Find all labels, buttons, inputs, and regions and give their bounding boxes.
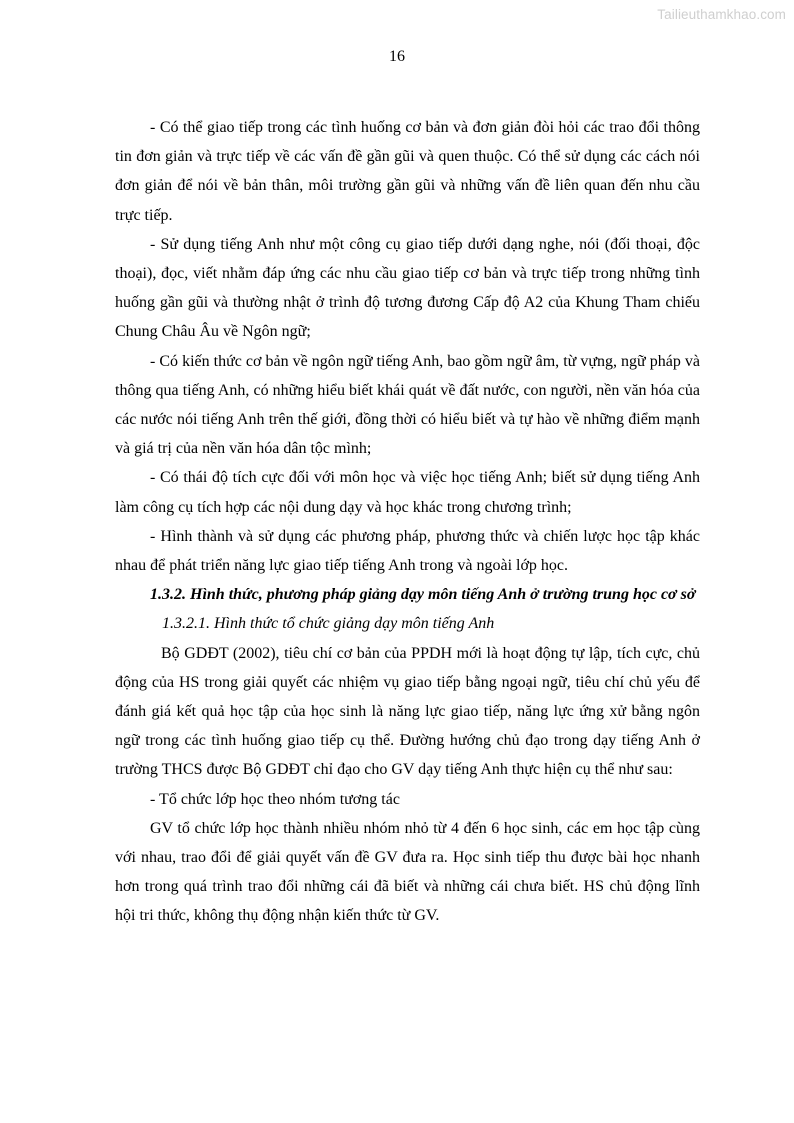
subsection-heading: 1.3.2.1. Hình thức tổ chức giảng dạy môn tiếng Anh — [162, 615, 495, 633]
paragraph-ministry-guidance: Bộ GDĐT (2002), tiêu chí cơ bản của PPDH mới là hoạt động tự lập, tích cực, chủ động của HS trong giải quyết các nhiệm vụ giao tiếp bằng ngoại ngữ, tiêu chí chủ yếu để đánh giá kết quả học tập của học sinh là năng lực giao tiếp, năng lực ứng xử bằng ngôn ngữ trong các tình huống giao tiếp cụ thể. Đường hướng chủ đạo trong dạy tiếng Anh ở trường THCS được Bộ GDĐT chỉ đạo cho GV dạy tiếng Anh thực hiện cụ thể như sau: — [115, 644, 700, 779]
paragraph-objective-skills: - Sử dụng tiếng Anh như một công cụ giao tiếp dưới dạng nghe, nói (đối thoại, độc thoại), đọc, viết nhằm đáp ứng các nhu cầu giao tiếp cơ bản và trực tiếp trong những tình huống gần gũi và thường nhật ở trình độ tương đương Cấp độ A2 của Khung Tham chiếu Chung Châu Âu về Ngôn ngữ; — [115, 235, 700, 341]
page-number: 16 — [389, 48, 405, 65]
document-body — [115, 113, 700, 931]
paragraph-objective-attitude: - Có thái độ tích cực đối với môn học và việc học tiếng Anh; biết sử dụng tiếng Anh làm công cụ tích hợp các nội dung dạy và học khác trong chương trình; — [115, 469, 700, 516]
watermark: Tailieuthamkhao.com — [657, 7, 786, 22]
paragraph-group-description: GV tổ chức lớp học thành nhiều nhóm nhỏ từ 4 đến 6 học sinh, các em học tập cùng với nhau, trao đổi để giải quyết vấn đề GV đưa ra. Học sinh tiếp thu được bài học nhanh hơn trong quá trình trao đổi những cái đã biết và những cái chưa biết. HS chủ động lĩnh hội tri thức, không thụ động nhận kiến thức từ GV. — [115, 819, 700, 925]
paragraph-objective-communication: - Có thể giao tiếp trong các tình huống cơ bản và đơn giản đòi hỏi các trao đổi thông tin đơn giản và trực tiếp về các vấn đề gần gũi và quen thuộc. Có thể sử dụng các cách nói đơn giản để nói về bản thân, môi trường gần gũi và những vấn đề liên quan đến nhu cầu trực tiếp. — [115, 119, 700, 224]
paragraph-objective-strategies: - Hình thành và sử dụng các phương pháp, phương thức và chiến lược học tập khác nhau để phát triển năng lực giao tiếp tiếng Anh trong và ngoài lớp học. — [115, 527, 700, 575]
paragraph-objective-knowledge: - Có kiến thức cơ bản về ngôn ngữ tiếng Anh, bao gồm ngữ âm, từ vựng, ngữ pháp và thông qua tiếng Anh, có những hiểu biết khái quát về đất nước, con người, nền văn hóa của các nước nói tiếng Anh trên thế giới, đồng thời có hiểu biết và tự hào về những điểm mạnh và giá trị của nền văn hóa dân tộc mình; — [115, 352, 700, 458]
section-heading: 1.3.2. Hình thức, phương pháp giảng dạy môn tiếng Anh ở trường trung học cơ sở — [150, 586, 696, 604]
paragraph-group-organization: - Tổ chức lớp học theo nhóm tương tác — [150, 790, 400, 808]
